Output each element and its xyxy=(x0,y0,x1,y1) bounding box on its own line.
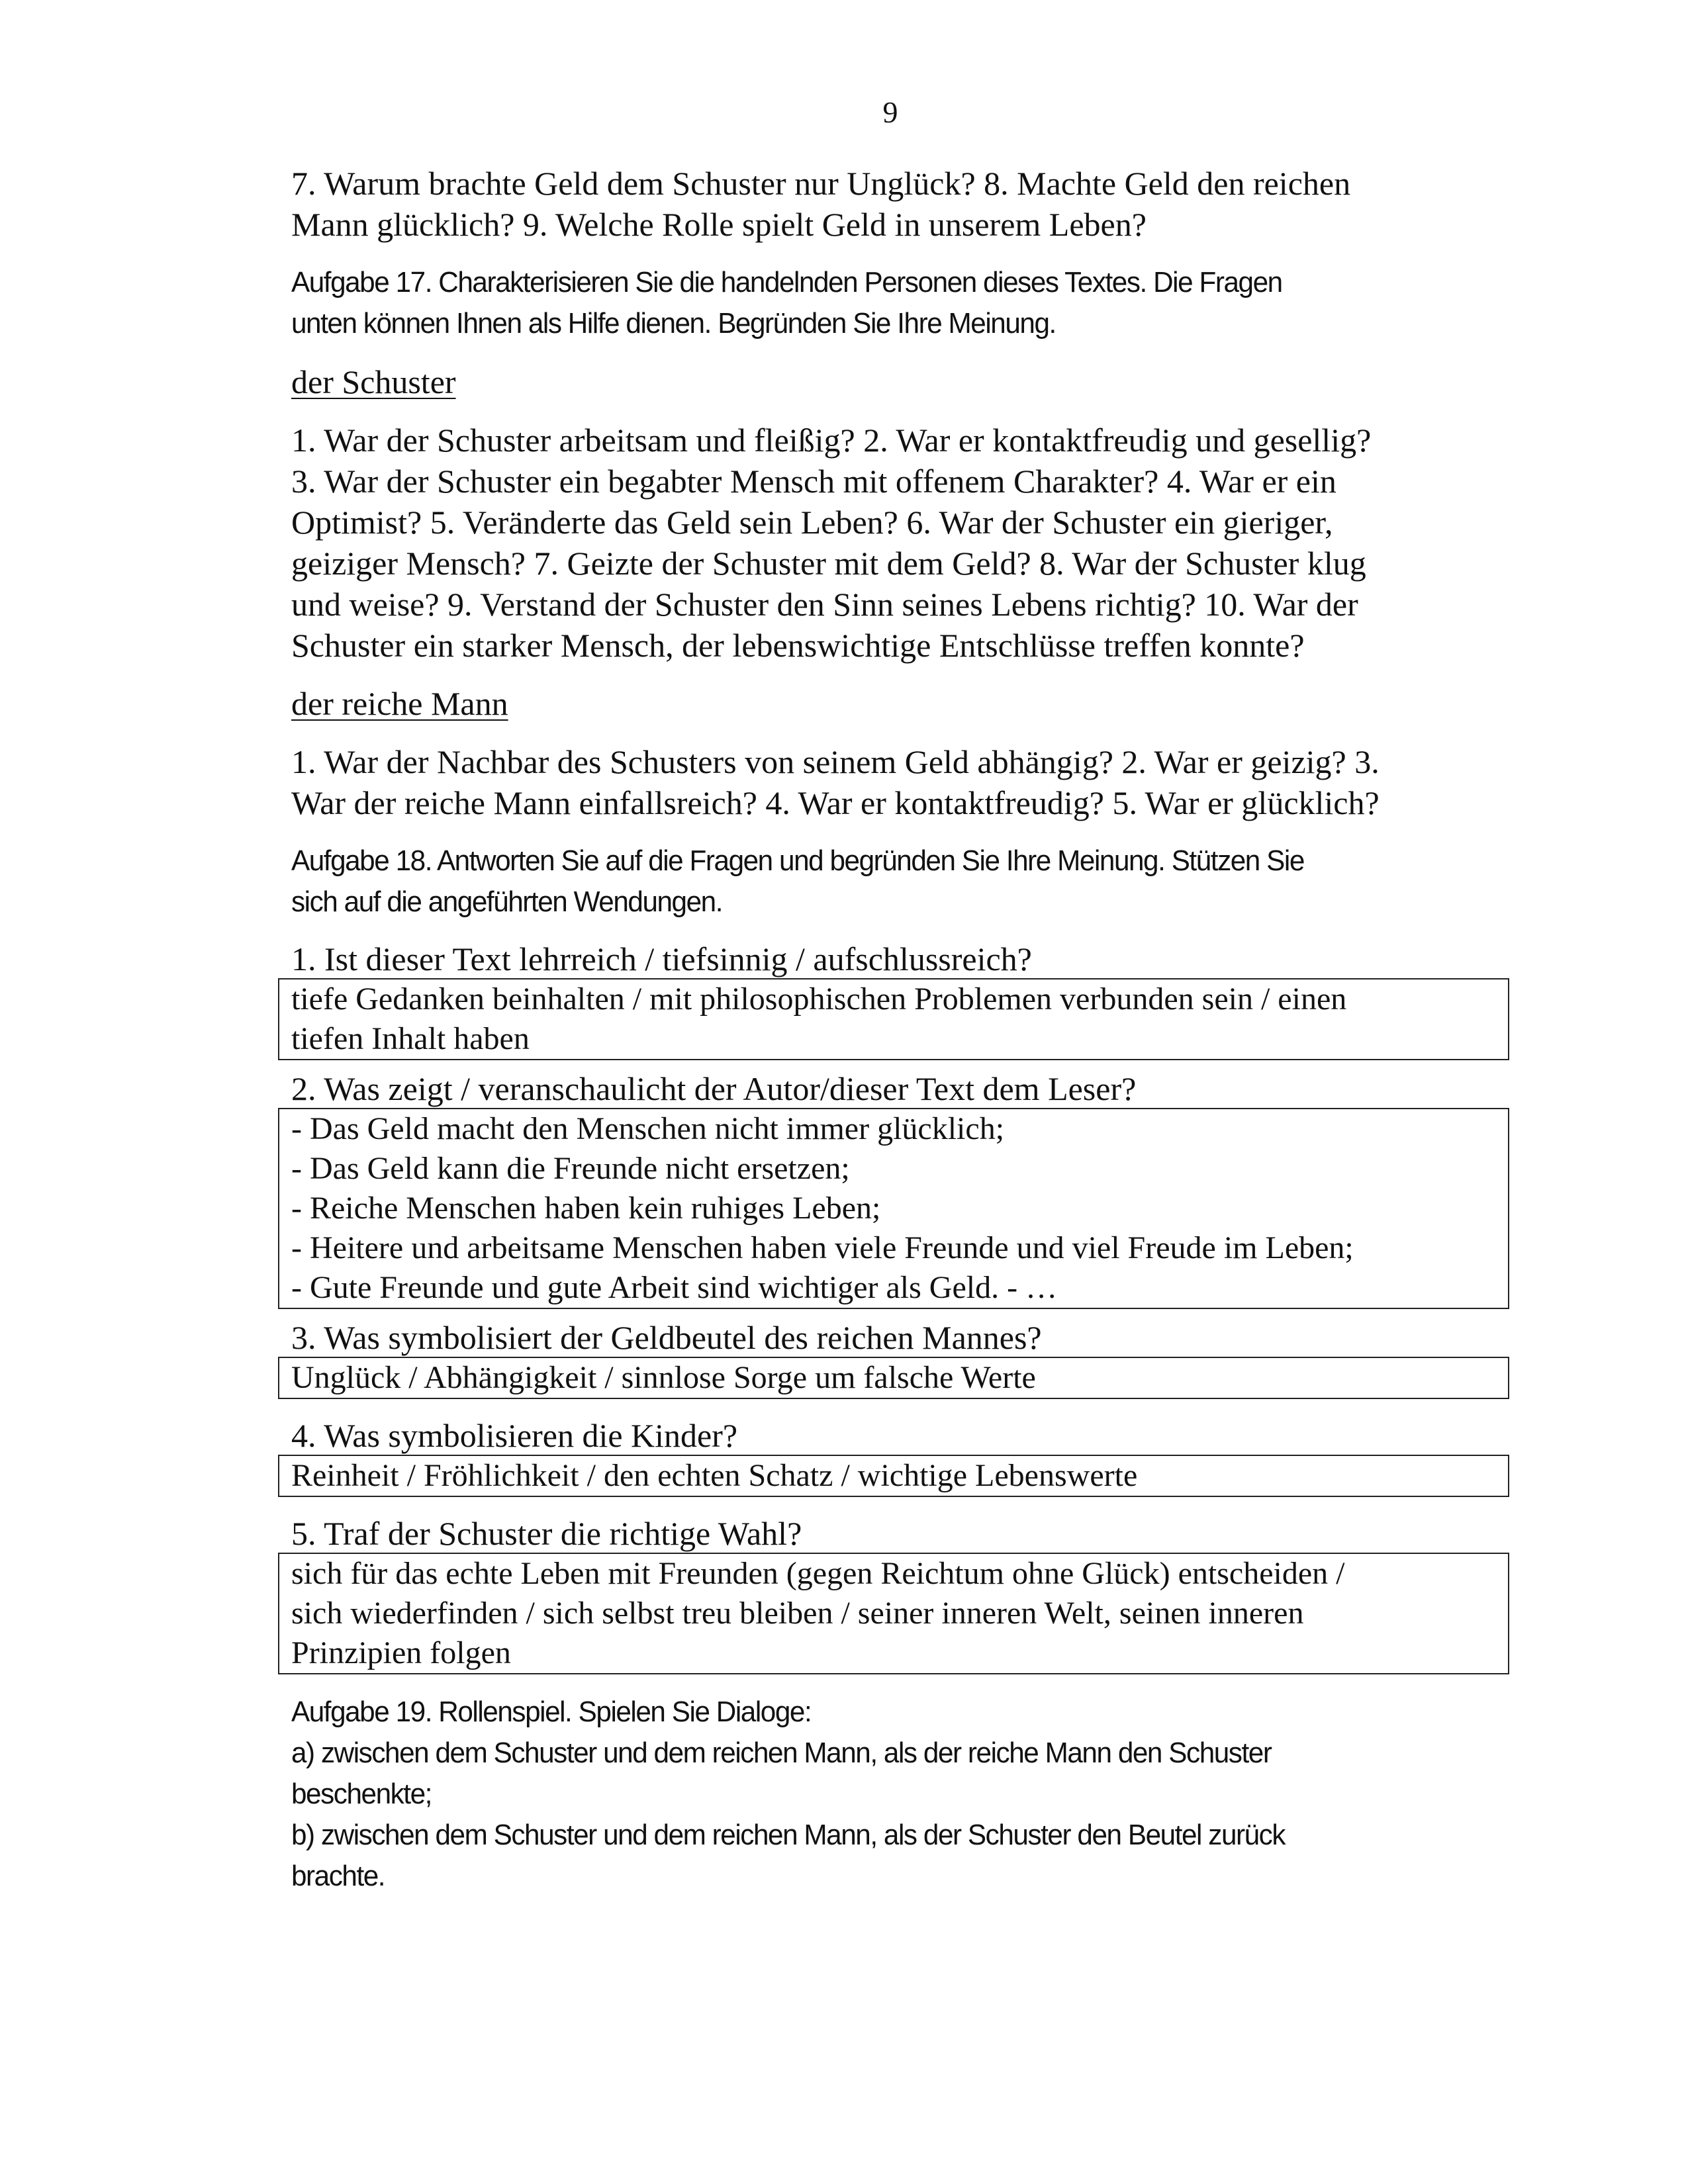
box-line: Reinheit / Fröhlichkeit / den echten Schatz / wichtige Lebenswerte xyxy=(291,1458,1138,1493)
text-line: Aufgabe 17. Charakterisieren Sie die handelnden Personen dieses Textes. Die Fragen xyxy=(291,266,1282,298)
text-line: 3. War der Schuster ein begabter Mensch mit offenem Charakter? 4. War er ein xyxy=(291,463,1336,500)
box-line: sich für das echte Leben mit Freunden (gegen Reichtum ohne Glück) entscheiden / xyxy=(291,1556,1345,1591)
text-line: geiziger Mensch? 7. Geizte der Schuster mit dem Geld? 8. War der Schuster klug xyxy=(291,545,1366,582)
answer-box-3 xyxy=(278,1357,1509,1399)
box-line: - Heitere und arbeitsame Menschen haben viele Freunde und viel Freude im Leben; xyxy=(291,1230,1354,1265)
text-line: Optimist? 5. Veränderte das Geld sein Leben? 6. War der Schuster ein gieriger, xyxy=(291,504,1333,541)
answer-box-1 xyxy=(278,978,1509,1060)
aufgabe-17-instruction xyxy=(291,262,1518,344)
question-4: 4. Was symbolisieren die Kinder? xyxy=(291,1417,738,1454)
box-line: Unglück / Abhängigkeit / sinnlose Sorge um falsche Werte xyxy=(291,1360,1036,1395)
answer-box-4 xyxy=(278,1455,1509,1497)
box-line: - Das Geld macht den Menschen nicht immer glücklich; xyxy=(291,1111,1005,1146)
box-line: - Das Geld kann die Freunde nicht ersetzen; xyxy=(291,1151,850,1186)
text-line: Mann glücklich? 9. Welche Rolle spielt Geld in unserem Leben? xyxy=(291,206,1147,243)
box-line: tiefen Inhalt haben xyxy=(291,1021,530,1056)
text-line: 1. War der Schuster arbeitsam und fleißig? 2. War er kontaktfreudig und gesellig? xyxy=(291,422,1372,459)
reicher-mann-questions xyxy=(291,741,1520,823)
text-line: Aufgabe 19. Rollenspiel. Spielen Sie Dialoge: xyxy=(291,1696,812,1728)
box-line: - Reiche Menschen haben kein ruhiges Leben; xyxy=(291,1191,881,1226)
section-heading-reicher-mann: der reiche Mann xyxy=(291,685,508,722)
intro-questions xyxy=(291,163,1520,245)
box-line: tiefe Gedanken beinhalten / mit philosophischen Problemen verbunden sein / einen xyxy=(291,981,1347,1017)
text-line: sich auf die angeführten Wendungen. xyxy=(291,886,722,918)
question-2: 2. Was zeigt / veranschaulicht der Autor/dieser Text dem Leser? xyxy=(291,1070,1137,1107)
text-line: und weise? 9. Verstand der Schuster den Sinn seines Lebens richtig? 10. War der xyxy=(291,586,1358,623)
text-line: Aufgabe 18. Antworten Sie auf die Fragen und begründen Sie Ihre Meinung. Stützen Sie xyxy=(291,844,1304,877)
text-line: 1. War der Nachbar des Schusters von seinem Geld abhängig? 2. War er geizig? 3. xyxy=(291,743,1380,780)
question-5: 5. Traf der Schuster die richtige Wahl? xyxy=(291,1515,802,1552)
text-line: unten können Ihnen als Hilfe dienen. Begründen Sie Ihre Meinung. xyxy=(291,307,1056,340)
schuster-questions xyxy=(291,420,1520,666)
text-line: War der reiche Mann einfallsreich? 4. War er kontaktfreudig? 5. War er glücklich? xyxy=(291,784,1380,821)
aufgabe-19-instruction xyxy=(291,1692,1518,1897)
page-number: 9 xyxy=(882,95,898,129)
question-3: 3. Was symbolisiert der Geldbeutel des reichen Mannes? xyxy=(291,1319,1042,1356)
box-line: sich wiederfinden / sich selbst treu bleiben / seiner inneren Welt, seinen inneren xyxy=(291,1596,1304,1631)
section-heading-schuster: der Schuster xyxy=(291,363,456,400)
text-line: 7. Warum brachte Geld dem Schuster nur Unglück? 8. Machte Geld den reichen xyxy=(291,165,1351,202)
box-line: Prinzipien folgen xyxy=(291,1635,511,1670)
answer-box-5 xyxy=(278,1553,1509,1674)
question-1: 1. Ist dieser Text lehrreich / tiefsinnig / aufschlussreich? xyxy=(291,940,1032,978)
answer-box-2 xyxy=(278,1108,1509,1309)
aufgabe-18-instruction xyxy=(291,841,1518,923)
box-line: - Gute Freunde und gute Arbeit sind wichtiger als Geld. - … xyxy=(291,1270,1058,1305)
text-line: beschenkte; xyxy=(291,1778,432,1810)
text-line: a) zwischen dem Schuster und dem reichen Mann, als der reiche Mann den Schuster xyxy=(291,1737,1272,1769)
text-line: Schuster ein starker Mensch, der lebenswichtige Entschlüsse treffen konnte? xyxy=(291,627,1305,664)
page-content xyxy=(291,163,1520,1897)
text-line: b) zwischen dem Schuster und dem reichen Mann, als der Schuster den Beutel zurück xyxy=(291,1819,1286,1851)
text-line: brachte. xyxy=(291,1860,385,1892)
